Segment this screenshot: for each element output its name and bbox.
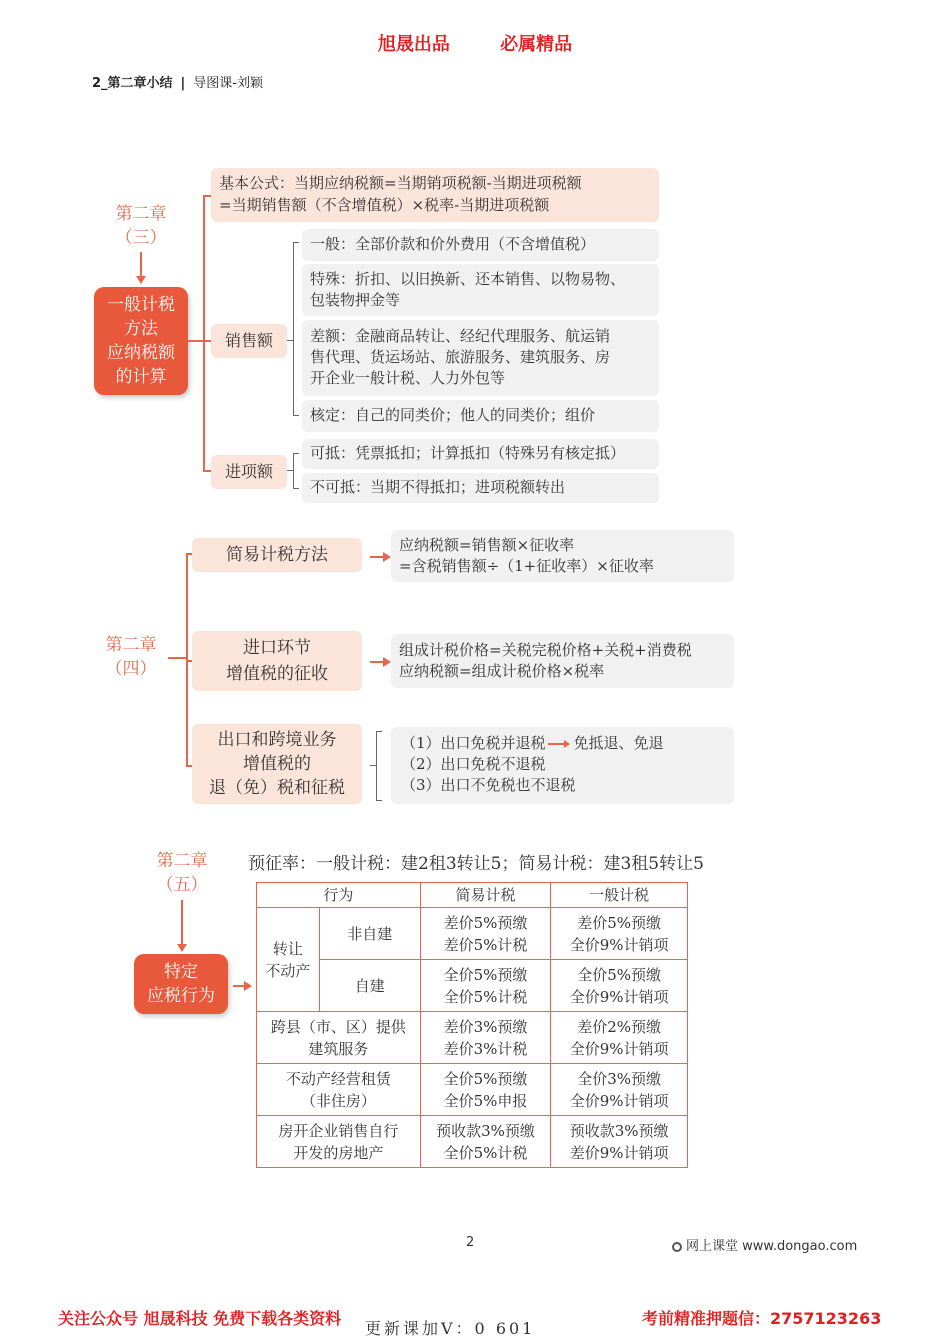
s4-import-arrow-line: [370, 661, 384, 663]
s4-chapter-line1: 第二章: [105, 635, 157, 655]
s4-export-bracket: [376, 731, 377, 801]
cell-line: 全价9%计销项: [569, 1091, 669, 1110]
footer-left: 关注公众号 旭晟科技 免费下载各类资料: [58, 1309, 342, 1328]
table-cell-behavior: 自建: [319, 960, 420, 1012]
table-cell-simple: [420, 908, 551, 960]
cell-line: 全价9%计销项: [569, 987, 669, 1006]
cell-line: 跨县（市、区）提供: [270, 1017, 406, 1036]
table-cell-simple: [420, 1012, 551, 1064]
top-banner: [0, 30, 950, 56]
cell-line: 差价9%计销项: [569, 1143, 669, 1162]
s3-sales-diff-line1: 差额：金融商品转让、经纪代理服务、航运销: [310, 327, 611, 345]
table-cell-general: [551, 960, 688, 1012]
cell-line: 不动产经营租赁: [285, 1069, 391, 1088]
cell-line: 全价9%计销项: [569, 935, 669, 954]
table-header-simple: 简易计税: [420, 883, 551, 908]
s5-down-arrow-icon: [177, 944, 187, 952]
s3-chapter-label: [104, 202, 178, 250]
s4-connector: [168, 657, 186, 659]
s4-export-arrow-line: [548, 743, 564, 745]
s3-root-node: [94, 287, 188, 395]
s3-input-bracket-top: [293, 453, 299, 454]
s5-root-node: [134, 954, 228, 1014]
breadcrumb-separator: |: [180, 76, 186, 91]
s3-sales-label: 销售额: [211, 324, 287, 358]
s3-trunk: [203, 195, 205, 470]
breadcrumb: [92, 72, 263, 91]
dongao-logo-icon: [672, 1242, 682, 1252]
s5-chapter-line2: （五）: [156, 875, 208, 895]
cell-line: 预收款3%预缴: [569, 1121, 669, 1140]
cell-line: 全价9%计销项: [569, 1039, 669, 1058]
cell-line: 全价5%申报: [443, 1091, 528, 1110]
s5-root-line2: 应税行为: [147, 986, 215, 1006]
table-cell-transfer: 转让 不动产: [257, 908, 320, 1012]
table-header-behavior: 行为: [257, 883, 421, 908]
s4-simple-formula-box: [391, 530, 734, 582]
s3-sales-bracket-bottom: [293, 415, 299, 416]
table-header-general: 一般计税: [551, 883, 688, 908]
s4-import-formula-line2: 应纳税额=组成计税价格×税率: [399, 662, 605, 680]
banner-right: 必属精品: [500, 34, 573, 55]
table-row: [257, 1064, 688, 1116]
s4-simple-arrow-icon: [383, 552, 391, 562]
s4-chapter-line2: （四）: [105, 659, 157, 679]
s5-prepay-note: 预征率：一般计税：建2租3转让5；简易计税：建3租5转让5: [248, 854, 704, 874]
table-row: [257, 1116, 688, 1168]
s3-root-line1: 一般计税: [107, 295, 175, 315]
s3-branch-sales: [203, 340, 211, 342]
cell-line: 全价3%预缴: [577, 1069, 662, 1088]
s4-export-item-1: [401, 733, 724, 754]
s4-export-label: [192, 724, 362, 804]
s3-branch-formula: [203, 195, 211, 197]
cell-line: 全价5%计税: [443, 1143, 528, 1162]
cell-line: 预收款3%预缴: [436, 1121, 535, 1140]
cell-line: 差价2%预缴: [577, 1017, 662, 1036]
s3-sales-special-line1: 特殊：折扣、以旧换新、还本销售、以物易物、: [310, 270, 626, 288]
table-header-row: [257, 883, 688, 908]
cell-line: 全价5%预缴: [443, 965, 528, 984]
s4-simple-formula-line2: =含税销售额÷（1+征收率）×征收率: [399, 557, 654, 575]
s3-root-line2: 方法: [124, 319, 158, 339]
s3-connector: [188, 340, 203, 342]
cell-line: 差价5%预缴: [443, 913, 528, 932]
s3-input-label: 进项额: [211, 455, 287, 489]
s3-chapter-line2: （三）: [115, 228, 167, 248]
s3-down-arrow-icon: [136, 276, 146, 284]
cell-line: 差价5%预缴: [577, 913, 662, 932]
table-cell-general: [551, 1116, 688, 1168]
s4-simple-label: 简易计税方法: [192, 538, 362, 572]
cell-line: 全价5%预缴: [577, 965, 662, 984]
s4-export-label-line2: 增值税的: [243, 754, 311, 774]
s3-sales-bracket-tip: [287, 340, 293, 341]
s4-import-arrow-icon: [383, 657, 391, 667]
s4-export-item-1-text: （1）出口免税并退税: [401, 734, 546, 752]
banner-left: 旭晟出品: [377, 34, 450, 55]
s4-export-item-3: （3）出口不免税也不退税: [401, 776, 576, 794]
table-row: [257, 908, 688, 960]
s3-input-bracket-tip: [287, 470, 293, 471]
table-cell-simple: [420, 960, 551, 1012]
s3-sales-item-special: [302, 264, 659, 316]
s3-formula-box: [211, 168, 659, 222]
s4-export-bracket-tip: [370, 765, 376, 766]
s3-formula-line1: 基本公式：当期应纳税额=当期销项税额-当期进项税额: [219, 174, 582, 192]
s4-export-bracket-bottom: [376, 800, 382, 801]
s4-export-items-box: [391, 727, 734, 804]
s3-root-line4: 的计算: [115, 367, 167, 387]
s4-import-label-line2: 增值税的征收: [226, 664, 328, 684]
s3-branch-input: [203, 470, 211, 472]
brand-text: 网上课堂 www.dongao.com: [686, 1239, 858, 1254]
s3-sales-bracket: [293, 242, 294, 416]
s3-down-line: [140, 252, 142, 276]
cell-line: 建筑服务: [308, 1039, 369, 1058]
table-row: [257, 960, 688, 1012]
page-number: 2: [466, 1235, 475, 1250]
s4-export-item-2: （2）出口免税不退税: [401, 755, 546, 773]
cell-line: （非住房）: [300, 1091, 376, 1110]
s4-import-formula-box: [391, 634, 734, 688]
s4-chapter-label: [94, 633, 168, 681]
s4-export-label-line3: 退（免）税和征税: [209, 778, 345, 798]
s3-root-line3: 应纳税额: [107, 343, 175, 363]
s3-input-item-nondeductible: 不可抵：当期不得抵扣；进项税额转出: [302, 473, 659, 503]
s3-formula-line2: =当期销售额（不含增值税）×税率-当期进项税额: [219, 196, 550, 214]
footer-right: 考前精准押题信：2757123263: [642, 1309, 882, 1328]
s4-import-label: [192, 631, 362, 691]
s3-sales-special-line2: 包装物押金等: [310, 291, 401, 309]
s5-chapter-line1: 第二章: [156, 851, 208, 871]
s3-sales-item-general: [302, 229, 659, 261]
footer-mid: 更新课加V：0 601: [365, 1319, 536, 1338]
table-cell-simple: [420, 1116, 551, 1168]
cell-line: 全价5%计税: [443, 987, 528, 1006]
s3-sales-general-text: 一般：全部价款和价外费用（不含增值税）: [310, 235, 596, 253]
table-cell-behavior: [257, 1012, 421, 1064]
s4-import-formula-line1: 组成计税价格=关税完税价格+关税+消费税: [399, 641, 692, 659]
s3-sales-diff-line2: 售代理、货运场站、旅游服务、建筑服务、房: [310, 348, 611, 366]
table-cell-general: [551, 908, 688, 960]
s3-sales-bracket-top: [293, 242, 299, 243]
cell-line: 差价3%计税: [443, 1039, 528, 1058]
table-cell-behavior: [257, 1116, 421, 1168]
table-cell-general: [551, 1012, 688, 1064]
s3-chapter-line1: 第二章: [115, 204, 167, 224]
s4-export-arrow-icon: [564, 740, 570, 748]
s3-sales-item-assess: [302, 400, 659, 432]
s4-simple-formula-line1: 应纳税额=销售额×征收率: [399, 536, 575, 554]
cell-line: 差价5%计税: [443, 935, 528, 954]
breadcrumb-chapter: 2_第二章小结: [92, 76, 173, 91]
table-cell-simple: [420, 1064, 551, 1116]
s5-down-line: [181, 900, 183, 944]
table-cell-behavior: 非自建: [319, 908, 420, 960]
table-cell-behavior: [257, 1064, 421, 1116]
s3-sales-assess-text: 核定：自己的同类价；他人的同类价；组价: [310, 406, 596, 424]
s4-export-label-line1: 出口和跨境业务: [217, 730, 337, 750]
breadcrumb-course: 导图课-刘颖: [193, 76, 263, 91]
s4-export-item-1-result: 免抵退、免退: [573, 734, 664, 752]
s5-root-line1: 特定: [164, 962, 198, 982]
s4-trunk: [186, 553, 188, 765]
s5-tax-table: [256, 882, 688, 1168]
s3-input-bracket: [293, 453, 294, 489]
s3-input-bracket-bottom: [293, 488, 299, 489]
s4-export-bracket-top: [376, 731, 382, 732]
table-row: [257, 1012, 688, 1064]
table-cell-general: [551, 1064, 688, 1116]
brand-footer: [672, 1235, 857, 1254]
s3-sales-item-diff: [302, 320, 659, 396]
cell-line: 差价3%预缴: [443, 1017, 528, 1036]
s3-input-item-deductible: 可抵：凭票抵扣；计算抵扣（特殊另有核定抵）: [302, 439, 659, 469]
cell-line: 房开企业销售自行: [278, 1121, 399, 1140]
s4-import-label-line1: 进口环节: [243, 638, 311, 658]
cell-line: 开发的房地产: [293, 1143, 384, 1162]
cell-line: 全价5%预缴: [443, 1069, 528, 1088]
s5-chapter-label: [145, 849, 219, 897]
s5-arrow-icon: [244, 981, 252, 991]
s3-sales-diff-line3: 开企业一般计税、人力外包等: [310, 369, 506, 387]
s4-simple-arrow-line: [370, 556, 384, 558]
